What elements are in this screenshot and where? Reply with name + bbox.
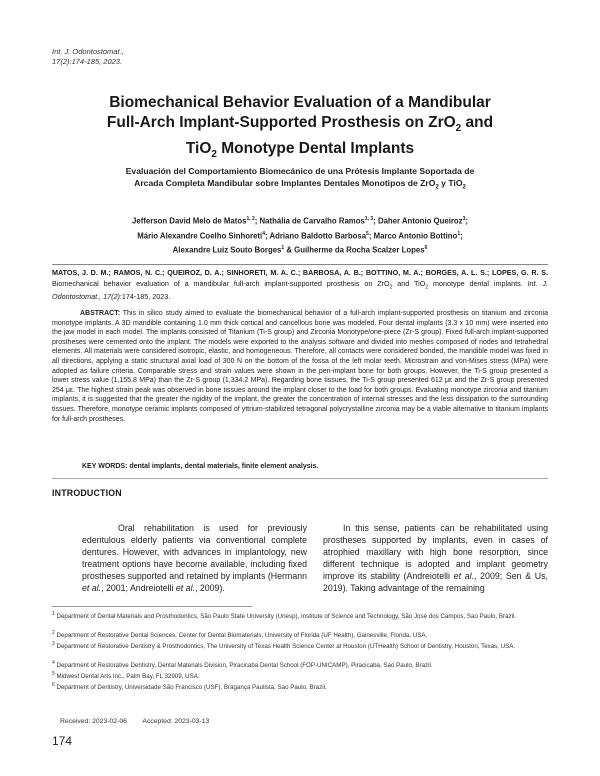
body-column-left: Oral rehabilitation is used for previously edentulous elderly patients via conventional complete dentures. However, with advances in implantology, new treatment options have become available, including fixed prostheses supported and retained by implants (Hermann et al., 2001; Andreiotelli et al., 2009). xyxy=(82,523,307,593)
citation-authors: MATOS, J. D. M.; RAMOS, N. C.; QUEIROZ, D. A.; SINHORETI, M. A. C.; BARBOSA, A. B.; BOTTINO, M. A.; BORGES, A. L. S.; LOPES, G. R. S. xyxy=(52,268,548,277)
title-line-2: Full-Arch Implant-Supported Prosthesis on ZrO$_2$ and xyxy=(106,114,494,135)
footnote-1: $^1$ Department of Dental Materials and Prosthodontics, São Paulo State University (Unesp), Institute of Science and Technology, São José dos Campos, Sao Paulo, Brazil. xyxy=(52,611,517,621)
title-line-3: TiO$_2$ Monotype Dental Implants xyxy=(185,140,415,161)
footnote-6: $^6$ Department of Dentistry, Universidade São Francisco (USF), Bragança Paulista, Sao Paulo, Brazil. xyxy=(52,682,327,692)
body-column-right: In this sense, patients can be rehabilitated using prostheses supported by implants, even in cases of atrophied maxillary with high bone resorption, since different technique is adopted and implant geometry improve its stability (Andreiotelli et al., 2009; Sen & Us, 2019). Taking advantage of the remaining xyxy=(323,523,548,593)
title-line-1: Biomechanical Behavior Evaluation of a Mandibular xyxy=(109,94,491,111)
divider-mid xyxy=(52,478,548,479)
footnote-5: $^5$ Midwest Dental Arts Inc., Palm Bay, FL 32909, USA. xyxy=(52,671,200,681)
footnote-rule xyxy=(52,606,252,607)
received-date: Received: 2023-02-06 xyxy=(60,718,127,725)
footnote-4: $^4$ Department of Restorative Dentistry, Dental Materials Division, Piracicaba Dental School (FOP-UNICAMP), Piracicaba, Sao Paulo, Brazil. xyxy=(52,660,433,670)
author-list xyxy=(70,213,530,257)
journal-volume: 17(2):174-185, 2023. xyxy=(52,57,123,66)
authors-line-3: Alexandre Luiz Souto Borges$^1$ & Guilherme da Rocha Scalzer Lopes$^6$ xyxy=(172,245,428,255)
divider-top xyxy=(52,264,548,265)
journal-header xyxy=(52,47,124,67)
authors-line-1: Jefferson David Melo de Matos$^{1, 2}$; Nathália de Carvalho Ramos$^{1, 3}$; Daher Antonio Queiroz$^3$; xyxy=(132,216,468,226)
authors-line-2: Mário Alexandre Coelho Sinhoreti$^4$; Adriano Baldotto Barbosa$^5$; Marco Antonio Bottino$^1$; xyxy=(137,230,463,241)
section-heading-introduction: INTRODUCTION xyxy=(52,488,122,498)
paper-title xyxy=(60,93,540,165)
abstract-text: This in silico study aimed to evaluate the biomechanical behavior of a full-arch implant-supported prosthesis on titanium and zirconia monotype implants. A 3D mandible containing 1.0 mm thick cortical and cancellous bone was modeled. Four dental implants (3.3 x 10 mm) were inserted into the jaw model in each model. The implants consisted of Titanium (Ti-S group) and Zirconia Monotype/one-piece (Zr-S group). Fixed full-arch implant-supported prostheses were cemented onto the implant. The models were exported to the analysis software and divided into meshes composed of nodes and tetrahedral elements. All materials were considered isotropic, elastic, and homogeneous. Therefore, all contacts were considered bonded, the mandible model was fixed in all directions, applying a static structural axial load of 300 N on the bottom of the fossa of the left molar teeth. Microstrain and von-Mises stress (MPa) were adopted as failure criteria. Comparable stress and strain values were shown in the peri-implant bone for both groups. However, the Ti-S group presented a lower stress value (1,155.8 MPa) than the Zr-S group (1,334.2 MPa). Regarding bone tissues, the Ti-S group presented 612 με and the Zr-S group presented 254 με. The highest strain peak was observed in bone tissues around the implant closer to the load for both groups. Evaluating monotype zirconia and titanium implants, it is suggested that the greater the rigidity of the implant, the greater the concentration of internal stresses and the less dissipation to the surrounding tissues. Therefore, monotype ceramic implants composed of yttrium-stabilized tetragonal polycrystalline zirconia may be a viable alternative to titanium implants for full-arch prostheses. xyxy=(52,310,548,423)
abstract-label: ABSTRACT: xyxy=(80,310,121,317)
citation-journal: Int. J. Odontostomat., 17(2) xyxy=(52,278,549,302)
dates xyxy=(60,718,223,725)
abstract xyxy=(52,309,548,424)
citation-block: MATOS, J. D. M.; RAMOS, N. C.; QUEIROZ, D. A.; SINHORETI, M. A. C.; BARBOSA, A. B.; BOTTINO, M. A.; BORGES, A. L. S.; LOPES, G. R. S. Biomechanical behavior evaluation of a mandibular full-arch implant-supported prosthesis on ZrO$_2$ and TiO$_2$ monotype dental implants. Int. J. Odontostomat., 17(2):174-185, 2023. xyxy=(52,268,549,302)
paper-subtitle xyxy=(70,165,530,194)
accepted-date: Accepted: 2023-03-13 xyxy=(142,718,210,725)
keywords-label: KEY WORDS: xyxy=(82,463,128,470)
journal-name: Int. J. Odontostomat., xyxy=(52,47,124,56)
footnote-3: $^3$ Department of Restorative Dentistry & Prosthodontics, The University of Texas Health Science Center at Houston (UTHealth) School of Dentistry, Houston, Texas, USA. xyxy=(52,641,516,651)
subtitle-line-1: Evaluación del Comportamiento Biomecánico de una Prótesis Implante Soportada de xyxy=(125,166,475,176)
keywords xyxy=(82,462,548,472)
subtitle-line-2: Arcada Completa Mandibular sobre Implantes Dentales Monotipos de ZrO$_2$ y TiO$_2$ xyxy=(134,178,466,191)
footnote-2: $^2$ Department of Restorative Dental Sciences, Center for Dental Biomaterials, University of Florida (UF Health), Gainesville, Florida, USA. xyxy=(52,630,428,640)
keywords-text: dental implants, dental materials, finite element analysis. xyxy=(127,463,319,470)
page-number: 174 xyxy=(52,734,73,748)
